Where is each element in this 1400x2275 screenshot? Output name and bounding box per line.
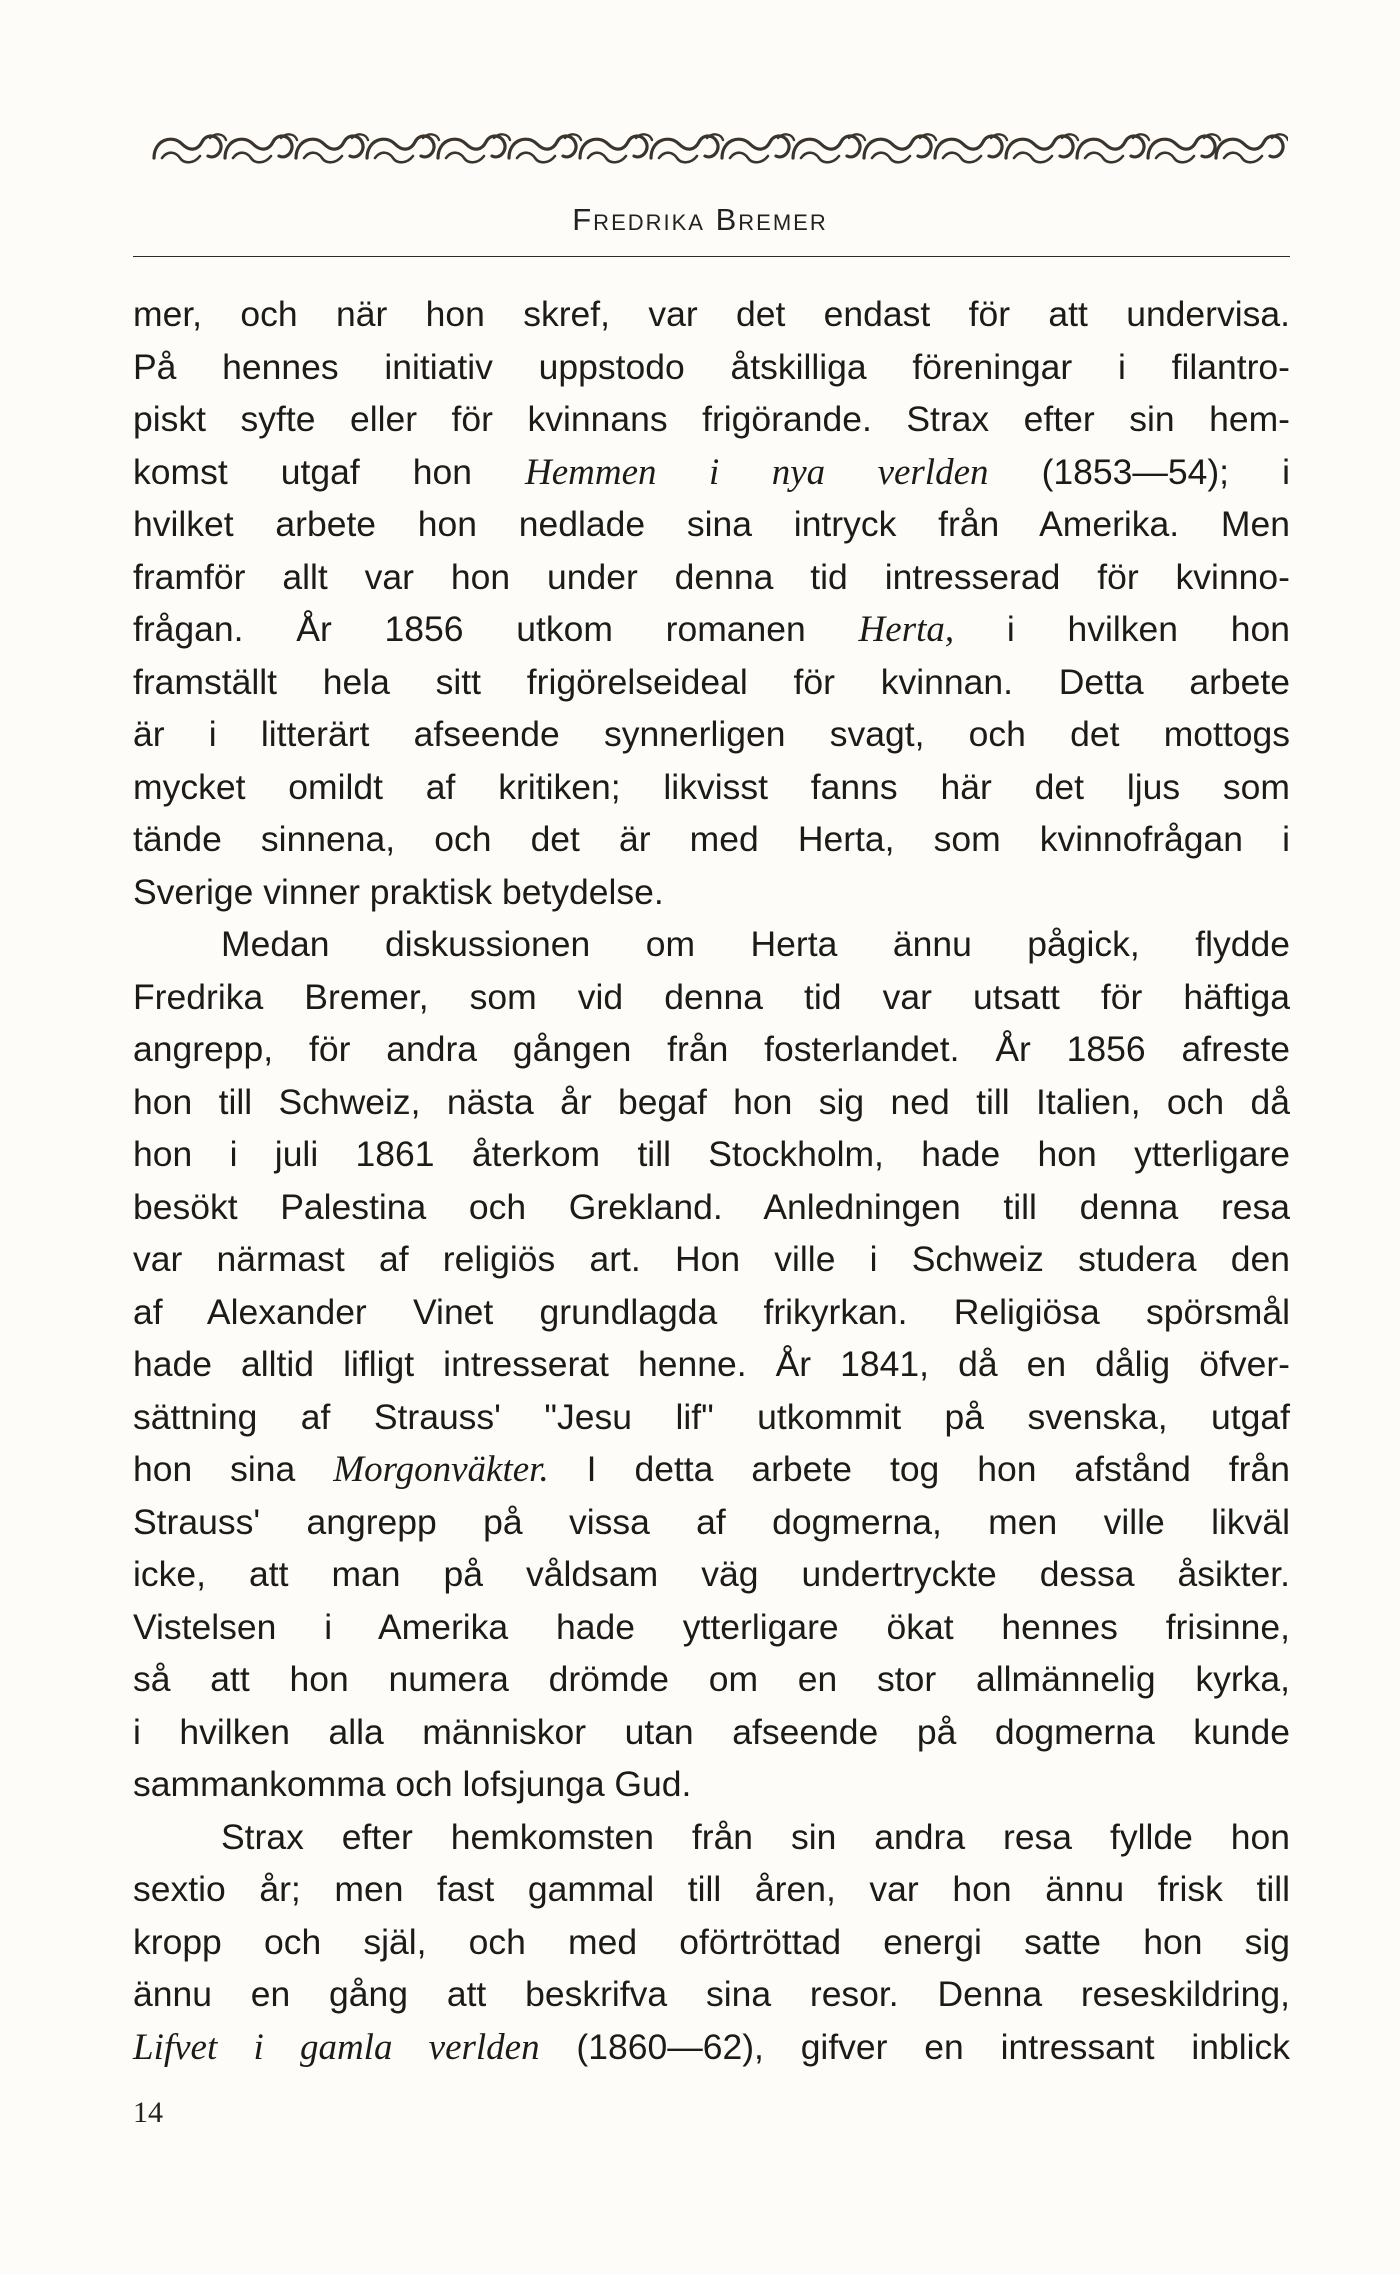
text-run: i hvilken hon (954, 609, 1291, 649)
text-run: I detta arbete tog hon afstånd från (548, 1449, 1290, 1489)
text-line: framför allt var hon under denna tid intresserad för kvinno- (133, 556, 1290, 597)
text-line (133, 446, 1290, 499)
body-text (133, 288, 1290, 2073)
text-run: (1853—54); i (988, 451, 1290, 492)
page-number: 14 (133, 2096, 163, 2129)
text-line: Sverige vinner praktisk betydelse. (133, 871, 664, 912)
text-line: piskt syfte eller för kvinnans frigörande. Strax efter sin hem- (133, 399, 1290, 439)
text-line (133, 1443, 1290, 1496)
text-line: så att hon numera drömde om en stor allmännelig kyrka, (133, 1659, 1290, 1699)
text-line: mer, och när hon skref, var det endast för att undervisa. (133, 294, 1290, 334)
text-line: hon till Schweiz, nästa år begaf hon sig ned till Italien, och då (133, 1081, 1290, 1122)
text-line: sammankomma och lofsjunga Gud. (133, 1764, 692, 1804)
italic-title: Hemmen i nya verlden (525, 451, 989, 493)
text-line: af Alexander Vinet grundlagda frikyrkan. Religiösa spörsmål (133, 1291, 1290, 1332)
text-line: kropp och själ, och med oförtröttad energi satte hon sig (133, 1921, 1290, 1962)
text-line: Medan diskussionen om Herta ännu pågick, flydde (221, 924, 1290, 964)
text-run: frågan. År 1856 utkom romanen (133, 609, 859, 649)
header-rule (133, 256, 1290, 257)
text-run: (1860—62), gifver en intressant inblick (539, 2026, 1290, 2067)
text-line: besökt Palestina och Grekland. Anledningen till denna resa (133, 1186, 1290, 1227)
text-line (133, 2021, 1290, 2074)
text-line: mycket omildt af kritiken; likvisst fanns här det ljus som (133, 766, 1290, 807)
italic-title: Lifvet i gamla verlden (133, 2026, 540, 2068)
text-line: Vistelsen i Amerika hade ytterligare ökat hennes frisinne, (133, 1606, 1290, 1647)
text-line: sextio år; men fast gammal till åren, var hon ännu frisk till (133, 1869, 1290, 1909)
italic-title: Herta, (858, 609, 955, 650)
text-line (133, 603, 1290, 656)
text-line: På hennes initiativ uppstodo åtskilliga föreningar i filantro- (133, 346, 1290, 387)
running-head-title: Fredrika Bremer (572, 202, 828, 237)
text-line: tände sinnena, och det är med Herta, som kvinnofrågan i (133, 819, 1290, 859)
text-run: hon sina (133, 1449, 334, 1489)
text-line: icke, att man på våldsam väg undertryckte dessa åsikter. (133, 1554, 1290, 1594)
text-line: var närmast af religiös art. Hon ville i Schweiz studera den (133, 1239, 1290, 1279)
text-line: i hvilken alla människor utan afseende på dogmerna kunde (133, 1711, 1290, 1752)
italic-title: Morgonväkter. (333, 1449, 549, 1490)
text-line: ännu en gång att beskrifva sina resor. Denna reseskildring, (133, 1974, 1290, 2014)
text-line: hvilket arbete hon nedlade sina intryck från Amerika. Men (133, 504, 1290, 544)
text-line: framställt hela sitt frigörelseideal för kvinnan. Detta arbete (133, 661, 1290, 702)
text-line: sättning af Strauss' "Jesu lif" utkommit på svenska, utgaf (133, 1396, 1290, 1437)
text-line: Strax efter hemkomsten från sin andra resa fyllde hon (221, 1816, 1290, 1857)
decorative-ornament-band (150, 128, 1288, 170)
text-line: är i litterärt afseende synnerligen svagt, och det mottogs (133, 714, 1290, 754)
text-line: Fredrika Bremer, som vid denna tid var utsatt för häftiga (133, 976, 1290, 1017)
text-line: hon i juli 1861 återkom till Stockholm, hade hon ytterligare (133, 1134, 1290, 1174)
text-line: angrepp, för andra gången från fosterlandet. År 1856 afreste (133, 1029, 1290, 1069)
text-run: komst utgaf hon (133, 451, 526, 492)
text-line: Strauss' angrepp på vissa af dogmerna, men ville likväl (133, 1501, 1290, 1542)
text-line: hade alltid lifligt intresserat henne. År 1841, då en dålig öfver- (133, 1344, 1290, 1384)
running-head (0, 202, 1400, 238)
